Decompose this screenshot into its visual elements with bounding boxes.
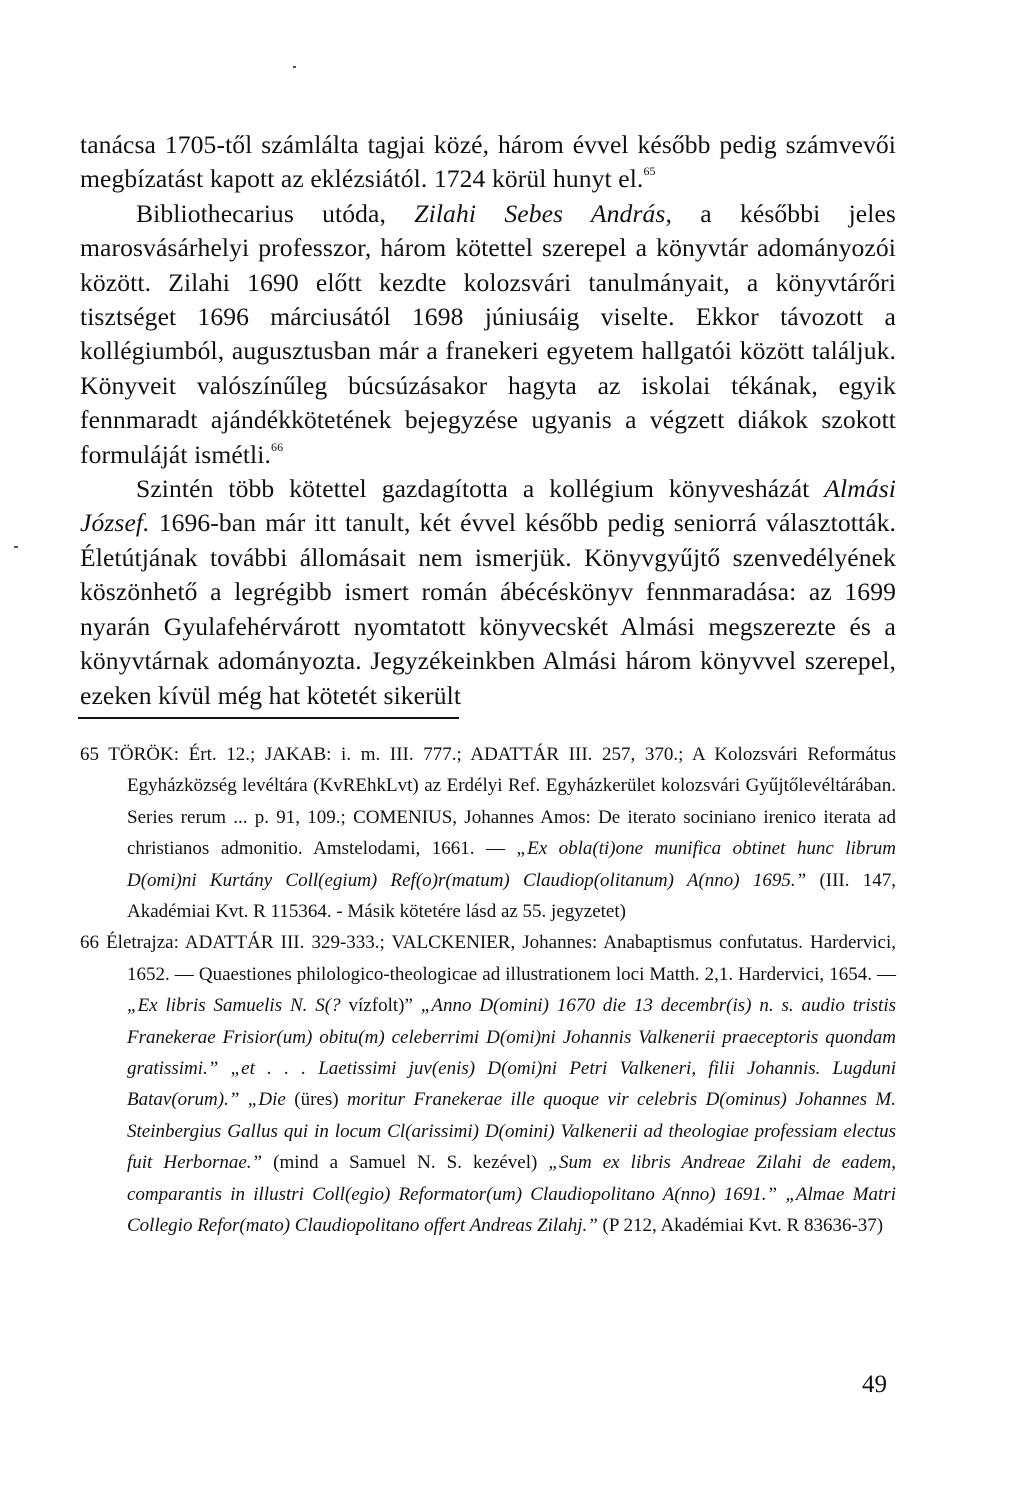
- paragraph-2-text-b: a későbbi jeles marosvásárhelyi professzor, három kötettel szerepel a könyvtár adományozói között. Zilahi 1690 előtt kezdte kolozsvári tanulmányait, a könyvtárőri tisztséget 1696 márciusától 1698 júniusáig viselte. Ekkor távozott a kollégiumból, augusztusban már a franekeri egyetem hallgatói között találjuk. Könyveit valószínűleg búcsúzásakor hagyta az iskolai tékának, egyik fennmaradt ajándékkötetének bejegyzése ugyanis a végzett diákok szokott formuláját ismétli.: [80, 198, 896, 469]
- paragraph-1-text: tanácsa 1705-től számlálta tagjai közé, három évvel később pedig számvevői megbízatást kapott az eklézsiától. 1724 körül hunyt el.: [80, 130, 896, 194]
- paragraph-3-text-a: Szintén több kötettel gazdagította a kollégium könyvesházát: [136, 474, 825, 504]
- person-name-zilahi: Zilahi Sebes András,: [414, 198, 672, 228]
- footnote-65: [80, 739, 896, 927]
- person-name-almasi: Almási József.: [80, 474, 896, 538]
- footnote-65-text-a: TÖRÖK: Ért. 12.; JAKAB: i. m. III. 777.; ADATTÁR III. 257, 370.; A Kolozsvári Református Egyházközség levéltára (KvREhkLvt) az Erdélyi Ref. Egyházkerület kolozsvári Gyűjtőlevéltárában. Series rerum ... p. 91, 109.; COMENIUS, Johannes Amos: De iterato sociniano irenico iterata ad christianos admonitio. Amstelodami, 1661. —: [108, 744, 896, 860]
- footnote-66-text-5: (P 212, Akadémiai Kvt. R 83636-37): [597, 1215, 884, 1237]
- main-text: [80, 128, 896, 713]
- footnote-66-text-1: Életrajza: ADATTÁR III. 329-333.; VALCKENIER, Johannes: Anabaptismus confutatus. Hardervici, 1652. — Quaestiones philologico-theologicae ad illustrationem loci Matth. 2,1. Hardervici, 1654. —: [106, 932, 896, 985]
- footnotes: [80, 739, 896, 1242]
- paragraph-2: [80, 197, 896, 472]
- scan-speck: [293, 66, 296, 68]
- footnote-number: 65: [80, 744, 99, 765]
- footnote-66-text-4: (mind a Samuel N. S. kezével): [262, 1152, 549, 1174]
- footnote-66-text-3: (üres): [285, 1089, 347, 1111]
- footnote-66: [80, 927, 896, 1241]
- paragraph-1: [80, 128, 896, 197]
- footnote-number: 66: [80, 932, 99, 954]
- page-number: 49: [862, 1371, 887, 1398]
- paragraph-3: [80, 472, 896, 713]
- footnote-66-inscription-3: moritur Franekerae ille quoque vir celebris D(ominus) Johannes M. Steinbergius Gallus qui in locum Cl(arissimi) D(omini) Valkenerii ad theologiae professiam electus fuit Herbornae.”: [127, 1089, 897, 1174]
- paragraph-3-text-b: 1696-ban már itt tanult, két évvel később pedig seniorrá választották. Életútjának további állomásait nem ismerjük. Könyvgyűjtő szenvedélyének köszönhető a legrégibb ismert román ábécéskönyv fennmaradása: az 1699 nyarán Gyulafehérvárott nyomtatott könyvecskét Almási megszerezte és a könyvtárnak adományozta. Jegyzékeinkben Almási három könyvvel szerepel, ezeken kívül még hat kötetét sikerült: [80, 508, 896, 710]
- footnote-65-text-b: (III. 147, Akadémiai Kvt. R 115364. - Másik kötetére lásd az 55. jegyzetet): [127, 869, 896, 923]
- footnote-66-inscription-1: „Ex libris Samuelis N. S(?: [127, 995, 341, 1017]
- footnote-separator: [78, 717, 459, 719]
- footnote-65-inscription: „Ex obla(ti)one munifica obtinet hunc librum D(omi)ni Kurtány Coll(egium) Ref(o)r(matum) Claudiop(olitanum) A(nno) 1695.”: [127, 838, 896, 891]
- footnote-66-inscription-2: „Anno D(omini) 1670 die 13 decembr(is) n. s. audio tristis Franekerae Frisior(um) obitu(m) celeberrimi D(omi)ni Johannis Valkenerii praeceptoris quondam gratissimi.” „et . . . Laetissimi juv(enis) D(omi)ni Petri Valkeneri, filii Johannis. Lugduni Batav(orum).” „Die: [127, 995, 897, 1111]
- paragraph-2-text-a: Bibliothecarius utóda,: [136, 198, 415, 228]
- footnote-ref-65: 65: [643, 164, 656, 179]
- scan-speck: [14, 546, 18, 548]
- footnote-66-text-2: vízfolt)”: [340, 995, 421, 1017]
- footnote-66-inscription-4: „Sum ex libris Andreae Zilahi de eadem, comparantis in illustri Coll(egio) Reformator(um) Claudiopolitano A(nno) 1691.” „Almae Matri Collegio Refor(mato) Claudiopolitano offert Andreas Zilahj.”: [127, 1152, 896, 1237]
- footnote-ref-66: 66: [270, 439, 284, 454]
